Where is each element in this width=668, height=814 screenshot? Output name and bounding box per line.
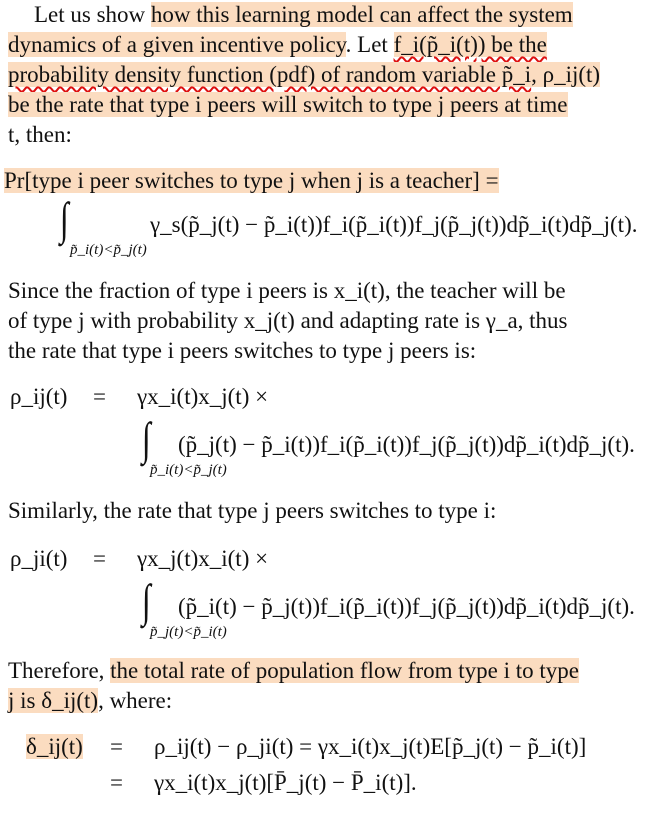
integral-sign: ∫ xyxy=(59,193,69,244)
pr-line xyxy=(4,166,499,196)
squiggle-annotation: f_i(p̃_i(t)) be the xyxy=(393,32,547,57)
equation-1 xyxy=(58,193,71,244)
highlight: δ_ij(t) xyxy=(26,734,83,759)
highlight: j is δ_ij(t) xyxy=(8,688,99,713)
highlight: dynamics of a given incentive policy xyxy=(8,32,346,57)
p3-text: Similarly, the rate that type j peers switches to type i: xyxy=(8,498,497,523)
equation-3-rel: = xyxy=(93,546,106,571)
highlight: how this learning model can affect the system xyxy=(150,2,573,27)
p3-line xyxy=(8,496,496,526)
equation-2-rel: = xyxy=(93,384,106,409)
highlight: be the rate that type i peers will switch to type j peers at time xyxy=(8,92,568,117)
equation-3-body: (p̃_i(t) − p̃_j(t))f_i(p̃_i(t))f_j(p̃_j(t))dp̃_i(t)dp̃_j(t). xyxy=(178,594,635,619)
highlight: Pr[type i peer switches to type j when j is a teacher] = xyxy=(4,168,499,193)
p1-l1-text: Let us show xyxy=(34,2,151,27)
p1-line4 xyxy=(8,90,568,120)
p4-line1 xyxy=(8,656,579,686)
p1-line3 xyxy=(8,60,600,90)
p1-line1 xyxy=(34,0,573,30)
equation-3-lhs: ρ_ji(t) xyxy=(10,546,68,571)
p2-l1-text: Since the fraction of type i peers is x_i(t), the teacher will be xyxy=(8,278,566,303)
equation-4-rel2: = xyxy=(110,770,123,795)
p2-l2-text: of type j with probability x_j(t) and adapting rate is γ_a, thus xyxy=(8,308,568,333)
p1-l2-text: . Let xyxy=(345,32,394,57)
p4-line2 xyxy=(8,686,172,716)
equation-2-limit: p̃_i(t)<p̃_j(t) xyxy=(150,462,227,478)
squiggle-annotation: probability density function (pdf) of random variable p̃_i xyxy=(8,62,532,87)
highlight: , ρ_ij(t) xyxy=(531,62,601,87)
p2-l3-text: the rate that type i peers switches to type j peers is: xyxy=(8,338,477,363)
equation-4-rel1: = xyxy=(110,734,123,759)
equation-2-body: (p̃_j(t) − p̃_i(t))f_i(p̃_i(t))f_j(p̃_j(t))dp̃_i(t)dp̃_j(t). xyxy=(178,432,635,457)
highlight: the total rate of population flow from type i to type xyxy=(110,658,579,683)
equation-2-rhs1: γx_i(t)x_j(t) × xyxy=(137,384,269,409)
equation-3-integral xyxy=(140,575,153,626)
p1-line2 xyxy=(8,30,547,60)
equation-1-body: γ_s(p̃_j(t) − p̃_i(t))f_i(p̃_i(t))f_j(p̃_j(t))dp̃_i(t)dp̃_j(t). xyxy=(150,212,638,237)
equation-4-rhs1: ρ_ij(t) − ρ_ji(t) = γx_i(t)x_j(t)E[p̃_j(t) − p̃_i(t)] xyxy=(154,734,587,759)
equation-1-limit: p̃_i(t)<p̃_j(t) xyxy=(70,242,147,258)
integral-sign: ∫ xyxy=(141,413,151,464)
p2-line2 xyxy=(8,306,568,336)
p1-line5 xyxy=(8,120,72,150)
p4-l2-text: , where: xyxy=(98,688,173,713)
p2-line3 xyxy=(8,336,476,366)
equation-2-integral xyxy=(140,413,153,464)
equation-3-limit: p̃_j(t)<p̃_i(t) xyxy=(150,624,227,640)
p2-line1 xyxy=(8,276,566,306)
p1-l5-text: t, then: xyxy=(8,122,72,147)
integral-sign: ∫ xyxy=(141,575,151,626)
equation-4-lhs xyxy=(26,734,83,760)
p4-l1-text: Therefore, xyxy=(8,658,111,683)
equation-3-rhs1: γx_j(t)x_i(t) × xyxy=(137,546,269,571)
equation-4-rhs2: γx_i(t)x_j(t)[P̄_j(t) − P̄_i(t)]. xyxy=(154,770,417,795)
equation-2-lhs: ρ_ij(t) xyxy=(10,384,68,409)
